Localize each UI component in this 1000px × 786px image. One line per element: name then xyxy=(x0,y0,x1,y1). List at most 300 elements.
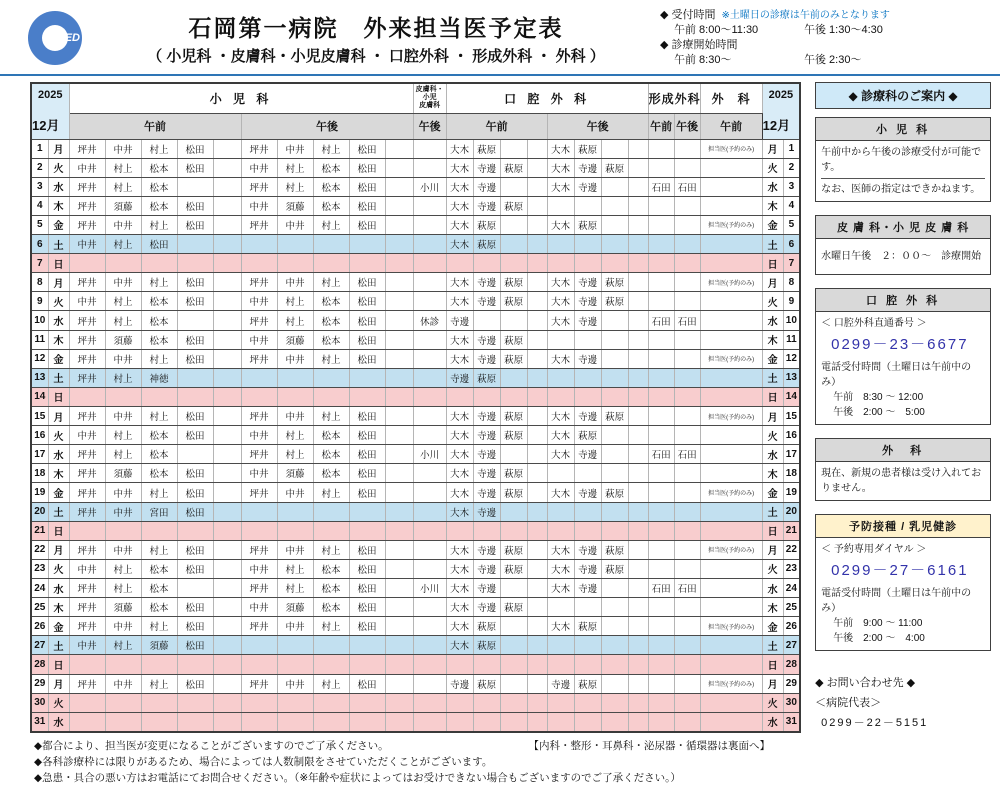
doctor-cell xyxy=(277,502,313,521)
doctor-cell: 村上 xyxy=(313,273,349,292)
doctor-cell xyxy=(700,502,762,521)
doctor-cell xyxy=(413,464,446,483)
doctor-cell: 寺邊 xyxy=(574,445,601,464)
day-number-cell: 19 xyxy=(31,483,48,502)
doctor-cell: 萩原 xyxy=(500,426,527,445)
doctor-cell xyxy=(385,712,413,732)
doctor-cell xyxy=(527,254,547,273)
doctor-cell xyxy=(574,712,601,732)
oral-hours-pm: 午後 2:00 ～ 5:00 xyxy=(833,407,925,418)
doctor-cell xyxy=(349,693,385,712)
doctor-cell: 寺邊 xyxy=(574,158,601,177)
doctor-cell xyxy=(628,521,648,540)
doctor-cell xyxy=(674,215,700,234)
doctor-cell: 坪井 xyxy=(69,196,105,215)
doctor-cell: 中井 xyxy=(241,598,277,617)
weekday-cell: 月 xyxy=(48,674,69,693)
doctor-cell xyxy=(500,712,527,732)
weekday-cell: 土 xyxy=(48,368,69,387)
doctor-cell xyxy=(349,502,385,521)
info-box-oral-title: 口 腔 外 科 xyxy=(816,289,990,312)
doctor-cell xyxy=(141,712,177,732)
doctor-cell xyxy=(574,196,601,215)
doctor-cell xyxy=(700,559,762,578)
doctor-cell: 中井 xyxy=(277,540,313,559)
info-box-oral-surgery xyxy=(815,288,991,425)
doctor-cell xyxy=(700,254,762,273)
doctor-cell xyxy=(648,426,674,445)
doctor-cell: 須藤 xyxy=(141,636,177,655)
doctor-cell: 中井 xyxy=(69,292,105,311)
doctor-cell: 寺邊 xyxy=(473,177,500,196)
dept-header-oral-surgery: 口 腔 外 科 xyxy=(446,83,648,113)
surgery-note: 現在、新規の患者様は受け入れておりません。 xyxy=(821,468,982,494)
doctor-cell xyxy=(241,502,277,521)
doctor-cell: 中井 xyxy=(105,617,141,636)
day-number-cell-right: 9 xyxy=(783,292,800,311)
doctor-cell xyxy=(213,311,241,330)
doctor-cell xyxy=(547,521,574,540)
doctor-cell: 中井 xyxy=(277,483,313,502)
doctor-cell: 松本 xyxy=(313,177,349,196)
weekday-cell: 火 xyxy=(48,693,69,712)
day-number-cell-right: 21 xyxy=(783,521,800,540)
schedule-row xyxy=(31,196,800,215)
doctor-cell: 松本 xyxy=(313,579,349,598)
doctor-cell: 松田 xyxy=(349,464,385,483)
doctor-cell: 寺邊 xyxy=(574,311,601,330)
schedule-row xyxy=(31,368,800,387)
doctor-cell: 萩原 xyxy=(601,540,628,559)
info-box-pediatrics-title: 小 児 科 xyxy=(816,118,990,141)
doctor-cell: 担当医(予約のみ) xyxy=(700,674,762,693)
doctor-cell xyxy=(313,521,349,540)
doctor-cell xyxy=(527,559,547,578)
doctor-cell xyxy=(277,368,313,387)
weekday-cell-right: 月 xyxy=(762,139,783,158)
doctor-cell xyxy=(385,426,413,445)
doctor-cell: 松本 xyxy=(313,311,349,330)
doctor-cell xyxy=(213,139,241,158)
weekday-cell-right: 木 xyxy=(762,196,783,215)
doctor-cell xyxy=(313,655,349,674)
weekday-cell-right: 水 xyxy=(762,579,783,598)
weekday-cell: 金 xyxy=(48,349,69,368)
doctor-cell xyxy=(213,636,241,655)
weekday-cell: 水 xyxy=(48,311,69,330)
doctor-cell: 坪井 xyxy=(241,483,277,502)
doctor-cell xyxy=(213,540,241,559)
doctor-cell: 大木 xyxy=(446,177,473,196)
weekday-cell: 水 xyxy=(48,177,69,196)
doctor-cell xyxy=(69,655,105,674)
schedule-row xyxy=(31,158,800,177)
doctor-cell: 松田 xyxy=(349,598,385,617)
day-number-cell: 30 xyxy=(31,693,48,712)
doctor-cell xyxy=(413,426,446,445)
day-number-cell: 5 xyxy=(31,215,48,234)
doctor-cell xyxy=(69,254,105,273)
doctor-cell xyxy=(349,655,385,674)
doctor-cell xyxy=(69,693,105,712)
doctor-cell: 松本 xyxy=(141,445,177,464)
doctor-cell: 担当医(予約のみ) xyxy=(700,273,762,292)
weekday-cell-right: 火 xyxy=(762,158,783,177)
doctor-cell xyxy=(700,158,762,177)
title-block xyxy=(92,10,660,66)
info-box-vaccination-title: 予防接種 / 乳児健診 xyxy=(816,515,990,538)
day-number-cell-right: 24 xyxy=(783,579,800,598)
schedule-row xyxy=(31,426,800,445)
doctor-cell: 松本 xyxy=(141,579,177,598)
doctor-cell xyxy=(674,387,700,406)
schedule-row xyxy=(31,387,800,406)
doctor-cell xyxy=(648,655,674,674)
year-label: 2025 xyxy=(38,88,63,101)
doctor-cell: 坪井 xyxy=(69,579,105,598)
doctor-cell xyxy=(547,254,574,273)
doctor-cell xyxy=(500,311,527,330)
doctor-cell xyxy=(648,273,674,292)
doctor-cell xyxy=(527,426,547,445)
schedule-row xyxy=(31,617,800,636)
weekday-cell: 火 xyxy=(48,292,69,311)
footer-note-3: ◆急患・具合の悪い方はお電話にてお問合せください。（※年齢や症状によってはお受けできない場合もございますのでご了承ください。） xyxy=(34,772,681,784)
doctor-cell xyxy=(648,330,674,349)
doctor-cell: 萩原 xyxy=(574,674,601,693)
doctor-cell: 寺邊 xyxy=(473,598,500,617)
doctor-cell xyxy=(674,693,700,712)
doctor-cell: 小川 xyxy=(413,177,446,196)
doctor-cell xyxy=(349,235,385,254)
doctor-cell: 大木 xyxy=(547,483,574,502)
doctor-cell xyxy=(527,636,547,655)
contact-phone-number: 0299－22－5151 xyxy=(821,717,929,729)
doctor-cell xyxy=(413,617,446,636)
page-title: 石岡第一病院 外来担当医予定表 xyxy=(188,15,564,41)
doctor-cell xyxy=(177,235,213,254)
doctor-cell: 寺邊 xyxy=(574,349,601,368)
doctor-cell: 松田 xyxy=(177,540,213,559)
doctor-cell: 担当医(予約のみ) xyxy=(700,483,762,502)
doctor-cell: 村上 xyxy=(141,407,177,426)
doctor-cell: 坪井 xyxy=(241,579,277,598)
doctor-cell xyxy=(177,177,213,196)
schedule-row xyxy=(31,311,800,330)
doctor-cell: 大木 xyxy=(446,349,473,368)
doctor-cell: 松本 xyxy=(313,445,349,464)
doctor-cell: 村上 xyxy=(105,636,141,655)
doctor-cell: 村上 xyxy=(141,349,177,368)
doctor-cell: 中井 xyxy=(241,426,277,445)
doctor-cell: 村上 xyxy=(105,579,141,598)
doctor-cell: 村上 xyxy=(141,273,177,292)
doctor-cell xyxy=(446,387,473,406)
day-number-cell-right: 30 xyxy=(783,693,800,712)
doctor-cell: 寺邊 xyxy=(446,368,473,387)
doctor-cell: 大木 xyxy=(547,559,574,578)
weekday-cell: 金 xyxy=(48,215,69,234)
day-number-cell-right: 2 xyxy=(783,158,800,177)
doctor-cell: 担当医(予約のみ) xyxy=(700,215,762,234)
doctor-cell xyxy=(628,483,648,502)
session-header-plast-pm: 午後 xyxy=(674,113,700,139)
doctor-cell: 村上 xyxy=(141,483,177,502)
weekday-cell: 土 xyxy=(48,636,69,655)
doctor-cell: 坪井 xyxy=(241,674,277,693)
doctor-cell xyxy=(648,617,674,636)
doctor-cell xyxy=(574,598,601,617)
doctor-cell: 須藤 xyxy=(105,196,141,215)
doctor-cell xyxy=(213,655,241,674)
doctor-cell xyxy=(527,215,547,234)
doctor-cell xyxy=(500,215,527,234)
doctor-cell xyxy=(413,387,446,406)
doctor-cell: 石田 xyxy=(674,445,700,464)
doctor-cell: 松田 xyxy=(349,540,385,559)
doctor-cell: 萩原 xyxy=(574,139,601,158)
doctor-cell xyxy=(628,502,648,521)
day-number-cell: 21 xyxy=(31,521,48,540)
doctor-cell: 村上 xyxy=(277,579,313,598)
doctor-cell: 中井 xyxy=(241,464,277,483)
day-number-cell: 28 xyxy=(31,655,48,674)
doctor-cell: 村上 xyxy=(105,426,141,445)
doctor-cell xyxy=(213,254,241,273)
doctor-cell: 萩原 xyxy=(601,483,628,502)
doctor-cell: 中井 xyxy=(277,674,313,693)
doctor-cell xyxy=(385,177,413,196)
doctor-cell: 担当医(予約のみ) xyxy=(700,349,762,368)
doctor-cell: 坪井 xyxy=(69,311,105,330)
doctor-cell: 松田 xyxy=(349,426,385,445)
doctor-cell xyxy=(241,712,277,732)
doctor-cell xyxy=(177,311,213,330)
doctor-cell xyxy=(628,330,648,349)
doctor-cell: 松田 xyxy=(177,559,213,578)
doctor-cell xyxy=(674,617,700,636)
doctor-cell: 大木 xyxy=(446,636,473,655)
doctor-cell xyxy=(527,655,547,674)
weekday-cell: 木 xyxy=(48,464,69,483)
doctor-cell: 村上 xyxy=(277,311,313,330)
doctor-cell xyxy=(385,158,413,177)
doctor-cell: 須藤 xyxy=(277,196,313,215)
doctor-cell: 石田 xyxy=(648,445,674,464)
weekday-cell-right: 木 xyxy=(762,464,783,483)
day-number-cell-right: 3 xyxy=(783,177,800,196)
session-header-plast-am: 午前 xyxy=(648,113,674,139)
doctor-cell xyxy=(413,674,446,693)
doctor-cell xyxy=(241,636,277,655)
doctor-cell xyxy=(413,502,446,521)
doctor-cell xyxy=(413,368,446,387)
doctor-cell xyxy=(413,655,446,674)
doctor-cell: 村上 xyxy=(277,177,313,196)
doctor-cell: 村上 xyxy=(105,311,141,330)
doctor-cell xyxy=(500,177,527,196)
doctor-cell: 松田 xyxy=(177,598,213,617)
doctor-cell: 萩原 xyxy=(574,617,601,636)
doctor-cell xyxy=(313,636,349,655)
schedule-row xyxy=(31,579,800,598)
doctor-cell: 村上 xyxy=(313,215,349,234)
doctor-cell xyxy=(69,712,105,732)
doctor-cell xyxy=(385,464,413,483)
doctor-cell: 中井 xyxy=(105,273,141,292)
doctor-cell: 大木 xyxy=(446,139,473,158)
doctor-cell: 大木 xyxy=(446,617,473,636)
doctor-cell xyxy=(601,426,628,445)
doctor-cell xyxy=(141,655,177,674)
doctor-cell xyxy=(385,579,413,598)
doctor-cell: 石田 xyxy=(648,177,674,196)
schedule-row xyxy=(31,636,800,655)
doctor-cell xyxy=(349,254,385,273)
doctor-cell: 萩原 xyxy=(500,158,527,177)
doctor-cell: 大木 xyxy=(446,407,473,426)
doctor-cell: 寺邊 xyxy=(473,464,500,483)
doctor-cell: 担当医(予約のみ) xyxy=(700,617,762,636)
doctor-cell xyxy=(674,349,700,368)
weekday-cell-right: 木 xyxy=(762,330,783,349)
doctor-cell xyxy=(527,349,547,368)
weekday-cell: 日 xyxy=(48,387,69,406)
info-box-vaccination xyxy=(815,514,991,651)
doctor-cell xyxy=(385,273,413,292)
doctor-cell xyxy=(177,521,213,540)
doctor-cell: 萩原 xyxy=(500,196,527,215)
schedule-row xyxy=(31,559,800,578)
day-number-cell: 24 xyxy=(31,579,48,598)
doctor-cell xyxy=(413,235,446,254)
doctor-cell xyxy=(628,559,648,578)
doctor-cell xyxy=(601,387,628,406)
page-subtitle: （ 小児科 ・皮膚科・小児皮膚科 ・ 口腔外科 ・ 形成外科 ・ 外科 ） xyxy=(147,48,605,65)
doctor-cell: 萩原 xyxy=(473,368,500,387)
saturday-note: ※土曜日の診療は午前のみとなります xyxy=(721,10,890,21)
doctor-cell: 村上 xyxy=(105,235,141,254)
doctor-cell: 中井 xyxy=(277,407,313,426)
doctor-cell xyxy=(648,387,674,406)
reception-hours-label: ◆ 受付時間 xyxy=(660,9,716,21)
doctor-cell xyxy=(601,502,628,521)
doctor-cell xyxy=(213,579,241,598)
doctor-cell xyxy=(700,426,762,445)
doctor-cell: 松田 xyxy=(349,311,385,330)
doctor-cell xyxy=(313,235,349,254)
doctor-cell xyxy=(628,579,648,598)
doctor-cell xyxy=(500,235,527,254)
doctor-cell xyxy=(547,655,574,674)
doctor-cell: 大木 xyxy=(547,311,574,330)
doctor-cell xyxy=(413,254,446,273)
doctor-cell: 坪井 xyxy=(69,139,105,158)
doctor-cell: 松本 xyxy=(313,292,349,311)
weekday-cell: 月 xyxy=(48,540,69,559)
doctor-cell xyxy=(141,693,177,712)
doctor-cell: 坪井 xyxy=(241,407,277,426)
contact-title: ◆ お問い合わせ先 ◆ xyxy=(815,677,916,689)
doctor-cell xyxy=(213,712,241,732)
day-number-cell-right: 11 xyxy=(783,330,800,349)
session-header-oral-am: 午前 xyxy=(446,113,547,139)
day-number-cell-right: 26 xyxy=(783,617,800,636)
doctor-cell xyxy=(527,196,547,215)
doctor-cell xyxy=(628,215,648,234)
doctor-cell xyxy=(527,674,547,693)
doctor-cell xyxy=(648,407,674,426)
doctor-cell xyxy=(527,330,547,349)
doctor-cell: 坪井 xyxy=(241,311,277,330)
doctor-cell xyxy=(601,311,628,330)
doctor-cell: 坪井 xyxy=(241,215,277,234)
doctor-cell xyxy=(648,349,674,368)
doctor-cell xyxy=(177,693,213,712)
doctor-cell: 松本 xyxy=(141,177,177,196)
doctor-cell xyxy=(213,292,241,311)
doctor-cell xyxy=(648,215,674,234)
doctor-cell xyxy=(700,521,762,540)
doctor-cell: 松田 xyxy=(177,502,213,521)
doctor-cell xyxy=(628,598,648,617)
doctor-cell: 大木 xyxy=(547,445,574,464)
doctor-cell: 松本 xyxy=(313,464,349,483)
doctor-cell: 須藤 xyxy=(105,598,141,617)
doctor-cell xyxy=(177,445,213,464)
doctor-cell xyxy=(527,579,547,598)
info-box-dermatology xyxy=(815,215,991,275)
doctor-cell: 萩原 xyxy=(473,674,500,693)
day-number-cell-right: 14 xyxy=(783,387,800,406)
weekday-cell: 水 xyxy=(48,579,69,598)
day-number-cell-right: 13 xyxy=(783,368,800,387)
schedule-row xyxy=(31,712,800,732)
doctor-cell: 萩原 xyxy=(473,617,500,636)
vaccination-hours-pm: 午後 2:00 ～ 4:00 xyxy=(833,633,925,644)
doctor-cell: 寺邊 xyxy=(473,158,500,177)
doctor-cell: 坪井 xyxy=(69,368,105,387)
doctor-cell: 松田 xyxy=(349,617,385,636)
doctor-cell: 中井 xyxy=(105,407,141,426)
doctor-cell: 松田 xyxy=(349,674,385,693)
doctor-cell: 村上 xyxy=(141,139,177,158)
doctor-cell xyxy=(385,521,413,540)
doctor-cell xyxy=(648,712,674,732)
doctor-cell xyxy=(700,196,762,215)
doctor-cell xyxy=(413,598,446,617)
doctor-cell xyxy=(213,330,241,349)
doctor-cell xyxy=(700,598,762,617)
doctor-cell xyxy=(601,674,628,693)
doctor-cell xyxy=(648,158,674,177)
doctor-cell: 萩原 xyxy=(473,215,500,234)
weekday-cell-right: 土 xyxy=(762,502,783,521)
doctor-cell xyxy=(385,502,413,521)
doctor-cell: 中井 xyxy=(277,139,313,158)
doctor-cell xyxy=(213,368,241,387)
doctor-cell xyxy=(527,617,547,636)
session-header-surg-am: 午前 xyxy=(700,113,762,139)
doctor-cell: 松本 xyxy=(313,426,349,445)
doctor-cell xyxy=(385,540,413,559)
doctor-cell: 大木 xyxy=(547,215,574,234)
doctor-cell xyxy=(213,617,241,636)
doctor-cell xyxy=(413,521,446,540)
doctor-cell xyxy=(674,655,700,674)
doctor-cell xyxy=(277,712,313,732)
day-number-cell-right: 17 xyxy=(783,445,800,464)
